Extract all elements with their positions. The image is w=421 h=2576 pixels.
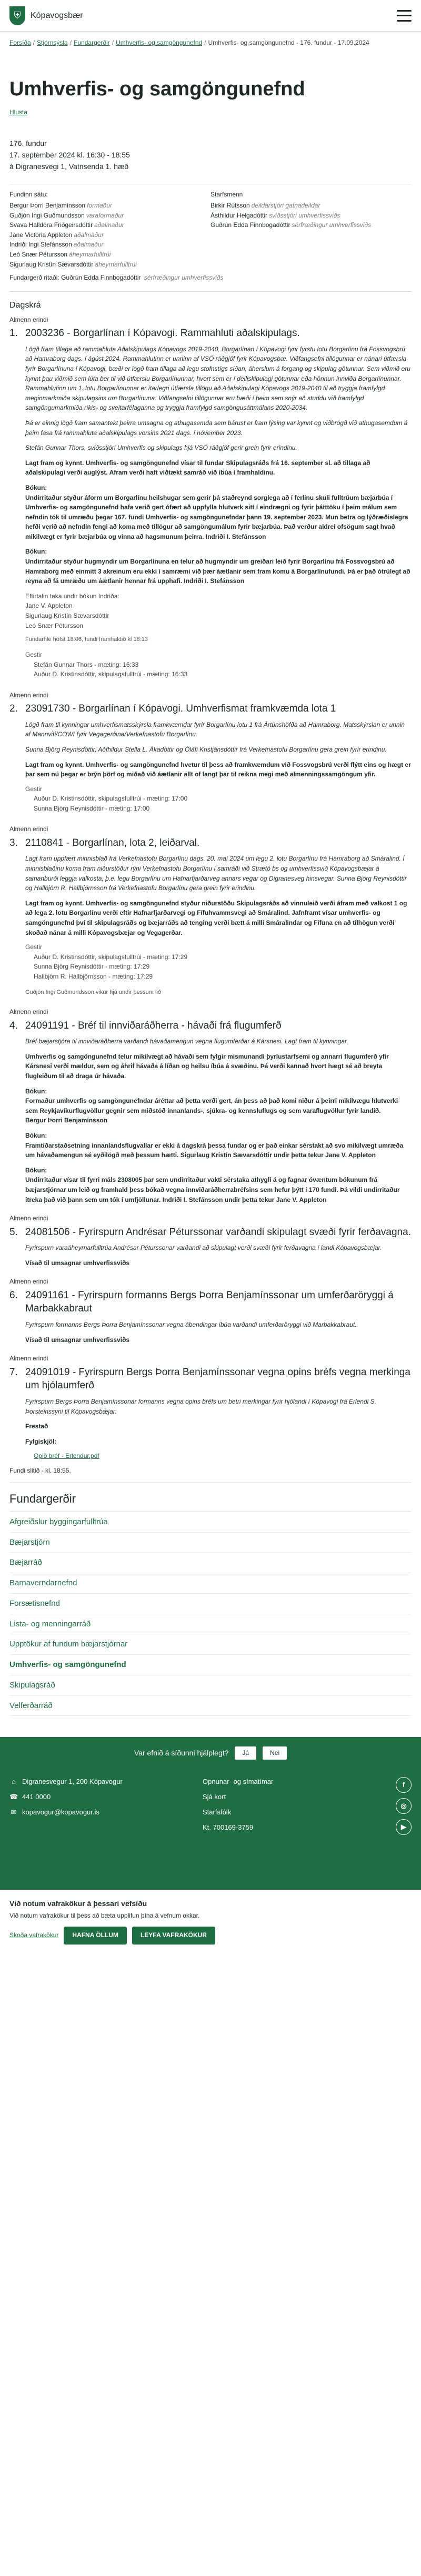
guest: Sunna Björg Reynisdóttir - mæting: 17:00	[34, 804, 150, 812]
breadcrumb-fundargerdir[interactable]: Fundargerðir	[74, 39, 110, 46]
guest: Stefán Gunnar Thors - mæting: 16:33	[34, 660, 139, 668]
item-title[interactable]: 2110841 - Borgarlínan, lota 2, leiðarval.	[25, 837, 200, 848]
item-title[interactable]: 24091019 - Fyrirspurn Bergs Þorra Benjamínssonar vegna opins bréfs vegna merkinga um hjólaumferð	[25, 1366, 410, 1391]
item-title[interactable]: 2003236 - Borgarlínan í Kópavogi. Rammahluti aðalskipulags.	[25, 328, 300, 339]
staff-member	[210, 220, 412, 230]
cookie-decline-button[interactable]: HAFNA ÖLLUM	[64, 1927, 127, 1944]
item-title[interactable]: 23091730 - Borgarlínan í Kópavogi. Umhverfismat framkvæmda lota 1	[25, 703, 336, 715]
feedback-no-button[interactable]: Nei	[263, 1746, 287, 1760]
guests	[25, 650, 412, 679]
attendee	[9, 211, 210, 221]
minutes-nav-item[interactable]: Barnaverndarnefnd	[9, 1573, 412, 1594]
attendee-name: Indriði Ingi Stefánsson	[9, 241, 72, 249]
breadcrumb: Forsíða / Stjórnsýsla / Fundargerðir / Umhverfis- og samgöngunefnd / Umhverfis- og samgöngunefnd - 176. fundur - 17.09.2024	[9, 39, 369, 46]
item-body	[25, 1289, 412, 1350]
agenda-item	[9, 1289, 412, 1350]
footer	[0, 1769, 421, 1888]
item-number: 5.	[9, 1226, 18, 1238]
agenda-item	[9, 327, 412, 687]
group-label: Almenn erindi	[9, 825, 48, 833]
item-paragraph: Lagt fram og kynnt. Umhverfis- og samgöngunefnd vísar til fundar Skipulagsráðs frá 16. september sl. að tillaga að aðalskipulagi verði auglýst. Afram verði haft víðtækt samráð við íbúa í framhaldinu.	[25, 459, 370, 477]
guests-heading: Gestir	[25, 785, 43, 793]
item-paragraph: Stefán Gunnar Thors, sviðsstjóri Umhverfis og skipulags hjá VSÓ ráðgjöf gerir grein fyrir erindinu.	[25, 444, 297, 452]
staff-name: Birkir Rútsson	[210, 202, 250, 210]
attendee-role: formaður	[87, 202, 113, 210]
footer-contact-text: 441 0000	[22, 1793, 51, 1801]
footer-contact-icon: ✉	[11, 1808, 17, 1817]
staff-member	[210, 201, 412, 211]
minutes-nav-item[interactable]: Velferðarráð	[9, 1696, 412, 1716]
staff-heading: Starfsmenn	[210, 191, 243, 199]
item-paragraph: Bókun: Undirritaður styður hugmyndir um Borgarlínuna en telur að hugmyndir um greiðari leið fyrir Borgarlínu frá Fossvogsbrú að Hamraborg með einmitt 3 akreinum eru ekki í samræmi við þær áætlanir sem fram komu á Borgarlínufundi. Þá er það ótrúlegt að reyna að fá umræðu um áætlanir hennar frá upphafi. Indriði I. Stefánsson	[25, 548, 410, 585]
minutes-nav-item[interactable]: Upptökur af fundum bæjarstjórnar	[9, 1634, 412, 1655]
item-signers	[25, 591, 412, 630]
signer: Jane V. Appleton	[25, 602, 73, 610]
group-label: Almenn erindi	[9, 1215, 48, 1222]
meeting-datetime: 17. september 2024 kl. 16:30 - 18:55	[9, 151, 130, 160]
item-paragraph: Þá er einnig lögð fram samantekt þeirra umsagna og athugasemda sem bárust er fram lýsing var kynnt og viðbrögð við athugasemdum á þeim fasa frá rammahluta aðalskipulags vorsins 2021 dags. í nóvember 2023.	[25, 419, 408, 437]
attendee-role: aðalmaður	[73, 241, 104, 249]
guest: Auður D. Kristinsdóttir, skipulagsfulltrúi - mæting: 17:29	[34, 953, 188, 961]
guest: Auður D. Kristinsdóttir, skipulagsfulltrúi - mæting: 16:33	[34, 670, 188, 678]
agenda-item	[9, 702, 412, 821]
breadcrumb-current: Umhverfis- og samgöngunefnd - 176. fundur - 17.09.2024	[208, 39, 369, 46]
guest: Hallbjörn R. Hallbjörnsson - mæting: 17:29	[34, 972, 153, 980]
item-paragraph: Vísað til umsagnar umhverfissviðs	[25, 1336, 130, 1344]
cookie-title: Við notum vafrakökur á þessari vefsíðu	[9, 1899, 147, 1908]
breadcrumb-stjornsysla[interactable]: Stjórnsýsla	[37, 39, 68, 46]
staff-name: Guðrún Edda Finnbogadóttir	[210, 221, 290, 229]
agenda-item	[9, 1226, 412, 1274]
item-paragraph: Lögð fram til kynningar umhverfismatsskýrsla framkvæmdar fyrir Borgarlínu lotu 1 frá Ártúnshöfða að Hamraborg. Matsskýrslan er unnin af Mannviti/COWI fyrir Vegagerðina/Verkefnastofu Borgarlínu.	[25, 721, 405, 738]
attendee-role: áheyrnarfulltrúi	[95, 260, 137, 268]
item-paragraph: Fyrirspurn varaáheyrnarfulltrúa Andrésar Péturssonar varðandi að skipulagt verði svæði fyrir ferðavagna í landi Kópavogsbæjar.	[25, 1244, 382, 1252]
item-paragraph: Sunna Björg Reynisdóttir, Aðfhildur Stella L. Ákadóttir og Óláfi Kristjánsdóttir frá Verkefnastofu Borgarlínu gera grein fyrir erindinu.	[25, 745, 387, 753]
agenda	[0, 315, 421, 1461]
item-paragraph: Bókun: Formaður umhverfis og samgöngunefndar áréttar að þetta verði gert, án þess að það komi niður á þeirri mikilvægu hlutverki sem Reykjavíkurflugvöllur gegnir sem miðstöð innanlands-, sjúkra- og kennsluflugs og sem varaflugvöllur fyrir landið. Bergur Þorri Benjamínsson	[25, 1087, 398, 1124]
item-paragraph: Lagt fram og kynnt. Umhverfis- og samgöngunefnd hvetur til þess að framkvæmdum við Fossvogsbrú verði flýtt eins og hægt er þar sem nú þegar er brýn þörf og miðað við áætlanir allt of langt þar til reikna megi með almenningssamgöngum yfir.	[25, 761, 411, 778]
footer-contact[interactable]	[9, 1792, 203, 1802]
cookie-text: Við notum vafrakökur til þess að bæta upplifun þína á vefnum okkar.	[9, 1911, 200, 1919]
minutes-nav-item[interactable]: Umhverfis- og samgöngunefnd	[9, 1655, 412, 1675]
instagram-icon[interactable]: ◎	[396, 1798, 412, 1814]
footer-contact-text: kopavogur@kopavogur.is	[22, 1808, 99, 1817]
footer-link[interactable]: Kt. 700169-3759	[203, 1823, 254, 1831]
item-paragraph: Lagt fram uppfært minnisblað frá Verkefnastofu Borgarlínu dags. 20. maí 2024 um legu 2. lotu Borgarlínu frá Hamraborg að Smáralind. Í minnisblaðinu koma fram niðurstöður rýni Verkefnastofu Borgarlínu í samráði við Strætó bs og umhverfissvið Kópavogsbæjar á samanburði leggja valkosta, þ.e. legu Borgarlínu um Hafnarfjarðarveg annars vegar og Digranesveg hinsvegar. Sunna Björg Reynisdóttir og Hallbjörn R. Hallbjörnsson frá Verkefnastofu Borgarlínu gera grein fyrir erindinu.	[25, 855, 407, 892]
item-paragraph: Umhverfis og samgöngunefnd telur mikilvægt að hávaði sem fylgir mismunandi þyrlustarfsemi og annarri flugumferð yfir Kársnesi verði mældur, sem og áhrif hávaða á líðan og heilsu íbúa á svæðinu. Þá verði kannað hvort hægt sé að breyta flugleiðum til að draga úr hávaða.	[25, 1052, 389, 1080]
signer: Leó Snær Pétursson	[25, 621, 84, 629]
attendee-role: áheyrnarfulltrúi	[69, 251, 111, 258]
cookie-accept-button[interactable]: LEYFA VAFRAKÖKUR	[132, 1927, 215, 1944]
group-label: Almenn erindi	[9, 691, 48, 699]
attendee	[9, 260, 210, 270]
minutes-nav-item[interactable]: Afgreiðslur byggingarfulltrúa	[9, 1512, 412, 1533]
closing-note: Fundi slitið - kl. 18:55.	[9, 1466, 71, 1474]
attendee	[9, 250, 210, 260]
logo[interactable]	[9, 6, 83, 25]
item-paragraph: Bréf bæjarstjóra til innviðaráðherra varðandi hávaðamengun vegna flugumferðar á Kársnesi. Lagt fram til kynningar.	[25, 1038, 348, 1045]
meeting-number: 176. fundur	[9, 139, 47, 148]
item-paragraph: Lagt fram og kynnt. Umhverfis- og samgöngunefnd styður niðurstöðu Skipulagsráðs að vinnuleið verði áfram með valkost 1 og að lega 2. lotu Borgarlínu verði eftir Hafnarfjarðarvegi og Fífuhvammsvegi að Smáralind. Jafnframt vísar umhverfis- og samgöngunefnd því til skipulagsráðs og bæjarráðs að tenging verði bætt á milli Smáralindar og Fífuna en að tilhögun verði skoðað nánar á milli Kópavogsbæjar og Vegagerðar.	[25, 899, 407, 936]
footer-link[interactable]: Opnunar- og símatímar	[203, 1778, 274, 1786]
attendees	[9, 190, 412, 269]
attendee-role: aðalmaður	[74, 231, 104, 239]
item-paragraph: Bókun: Undirritaður styður áform um Borgarlínu heilshugar sem gerir þá staðreynd sorglega að í ferlinu skuli fulltrúum bæjarbúa í Umhverfis- og samgöngunefnd hafa verið gert ófært að uppfylla hlutverk sitt í eindrægni og fyrir þátttöku í þeim málum sem nefndin tók til umræðu þegar 167. fundi Umhverfis- og samgöngunefndar þann 19. september 2023. Mun betra og lýðræðislegra hefði verið að nefndin fengi að koma með tillögur að samgöngumálum fyrir bæjarbúa. Það verður aldrei ofsögum sagt hvað mikilvægt er fyrir bæjarbúa og vinna að hagsmunum þeirra. Indriði I. Stefánsson	[25, 483, 408, 540]
attendee	[9, 220, 210, 230]
attendee-role: varaformaður	[86, 211, 124, 219]
attendee	[9, 201, 210, 211]
item-paragraph: Lögð fram tillaga að rammahluta Aðalskipulags Kópavogs 2019-2040, Borgarlínan í Kópavogi fyrir fyrstu lotu Borgarlínu frá Fossvogsbrú að Hamraborg dags. í ágúst 2024. Rammahlutinn er unninn af VSÓ ráðgjöf fyrir Kópavogsbæ. Viðfangsefni tillögunnar er nánari útfærsla fyrir Borgarlínuna í Kópavogi, bæði er lögð fram tillaga að legu stofnstígs síðan, áherslum á forgang og skipulag götunnar. Sem viðmið eru kynnt þau viðmið sem lúta ber til við útfærslu Borgarlínunnar, hvort sem er í deiliskipulagi götunnar eða hönnun innviða Borgarlínunnar. Rammahlutinn um 1. lotu Borgarlínunnar er ítarlegri útfærsla tillögu að Aðalskipulagi Kópavogs 2019-2040 til að tryggja framfylgd meginmarkmiða skipulagsins um Borgarlínuna. Viðfangsefni tillögunnar eru bæði í þeim sem snýr að studdu við framfylgd samgöngumarkmiða ríkis- og sveitarfélaganna og tryggja framfylgd samgöngusáttmálans 2020-2034.	[25, 345, 410, 412]
cookie-banner	[0, 1888, 421, 1960]
item-paragraph: Bókun: Framtíðarstaðsetning innanlandsflugvallar er ekki á dagskrá þessa fundar og er það einkar sérstakt að svo mikilvægt umræða um hávaðamengun sé eyðilögð með þessum hætti. Sigurlaug Kristín Sævarsdóttir undir þetta tekur Jane V. Appleton	[25, 1132, 404, 1159]
minutes-nav	[9, 1512, 412, 1716]
item-number: 6.	[9, 1289, 18, 1301]
signer: Sigurlaug Kristín Sævarsdóttir	[25, 612, 109, 620]
youtube-icon[interactable]: ▶	[396, 1819, 412, 1835]
item-after-note: Guðjón Ingi Guðmundsson vikur hjá undir þessum lið	[25, 989, 162, 996]
staff-role: sérfræðingur umhverfissviðs	[292, 221, 372, 229]
guests-heading: Gestir	[25, 943, 43, 951]
item-body	[25, 1366, 412, 1461]
kopavogur-shield-icon: ⛨	[9, 6, 25, 25]
item-number: 1.	[9, 328, 18, 339]
group-label: Almenn erindi	[9, 1355, 48, 1363]
footer-contact-icon: ⌂	[12, 1778, 16, 1786]
facebook-icon[interactable]: f	[396, 1777, 412, 1793]
staff-member	[210, 211, 412, 221]
site-name: Kópavogsbær	[31, 11, 83, 20]
item-paragraph: Fyrirspurn Bergs Þorra Benjamínssonar formanns vegna opins bréfs um betri merkingar fyrir hjólandi í Kópavogi frá Erlendi S. Þorsteinssyni til Kópavogsbæjar.	[25, 1397, 376, 1415]
item-number: 4.	[9, 1020, 18, 1031]
meeting-location: á Digranesvegi 1, Vatnsenda 1. hæð	[9, 162, 129, 171]
meeting-meta	[9, 138, 412, 172]
guest: Sunna Björg Reynisdóttir - mæting: 17:29	[34, 963, 150, 971]
item-body	[25, 1019, 412, 1210]
guests-heading: Gestir	[25, 651, 43, 659]
listen-button[interactable]: Hlusta	[9, 108, 28, 116]
staff-role: sviðsstjóri umhverfissviðs	[269, 211, 340, 219]
item-paragraph: Bókun: Undirritaður vísar til fyrri máls 2308005 þar sem undirritaður vakti sérstaka athygli á og fagnar óvæntum bókunum frá bæjarstjórnar um leið og framhald þess bókað vegna innviðaráðherrabréfsins sem hefur þýtt í 170 fundi. Þá vildi undirritaður ítreka það við þann sem um tók í umfjöllunar. Indriði I. Stefánsson undir þetta tekur Jane V. Appleton	[25, 1166, 400, 1203]
site-header	[0, 0, 421, 32]
agenda-item	[9, 1366, 412, 1461]
attendee-role: aðalmaður	[94, 221, 124, 229]
item-title[interactable]: 24091191 - Bréf til innviðaráðherra - hávaði frá flugumferð	[25, 1020, 282, 1031]
footer-contact-icon: ☎	[9, 1793, 18, 1801]
feedback-bar	[0, 1737, 421, 1769]
item-paragraph: Frestað	[25, 1423, 48, 1430]
group-label: Almenn erindi	[9, 1008, 48, 1016]
item-body	[25, 1226, 412, 1274]
agenda-title: Dagskrá	[9, 300, 41, 310]
minutes-nav-item[interactable]: Bæjarráð	[9, 1553, 412, 1573]
agenda-item	[9, 836, 412, 1004]
breadcrumb-committee[interactable]: Umhverfis- og samgöngunefnd	[116, 39, 203, 46]
attendee-name: Sigurlaug Kristín Sævarsdóttir	[9, 260, 94, 268]
recorder: Fundargerð ritaði: Guðrún Edda Finnbogadóttir sérfræðingur umhverfissviðs	[9, 274, 224, 282]
attendee-name: Bergur Þorri Benjamínsson	[9, 202, 86, 210]
minutes-nav-item[interactable]: Forsætisnefnd	[9, 1594, 412, 1614]
footer-link[interactable]: Starfsfólk	[203, 1808, 232, 1817]
item-body	[25, 836, 412, 1004]
hamburger-menu-icon[interactable]	[397, 10, 412, 22]
minutes-nav-item[interactable]: Bæjarstjórn	[9, 1533, 412, 1553]
item-number: 3.	[9, 837, 18, 848]
attendee-name: Leó Snær Pétursson	[9, 251, 68, 258]
footer-contact[interactable]	[9, 1777, 203, 1787]
item-paragraph: Fyrirspurn formanns Bergs Þorra Benjamínssonar vegna ábendingar íbúa varðandi umferðaröryggi við Marbakkabraut.	[25, 1321, 357, 1329]
item-title[interactable]: 24091161 - Fyrirspurn formanns Bergs Þorra Benjamínssonar um umferðaröryggi á Marbakkabraut	[25, 1289, 394, 1315]
footer-contact[interactable]	[9, 1808, 203, 1818]
item-number: 7.	[9, 1366, 18, 1378]
guests	[25, 943, 412, 981]
item-title[interactable]: 24081506 - Fyrirspurn Andrésar Péturssonar varðandi skipulagt svæði fyrir ferðavagna.	[25, 1226, 411, 1238]
group-label: Almenn erindi	[9, 315, 48, 323]
item-paragraph: Vísað til umsagnar umhverfissviðs	[25, 1259, 130, 1267]
item-note: Fundarhlé hófst 18:06, fundi framhaldið kl 18:13	[25, 636, 148, 643]
item-body	[25, 327, 412, 687]
item-paragraph: Fylgiskjöl:	[25, 1437, 57, 1445]
footer-link[interactable]: Sjá kort	[203, 1793, 226, 1801]
attendee-name: Guðjón Ingi Guðmundsson	[9, 211, 85, 219]
feedback-yes-button[interactable]: Já	[235, 1746, 256, 1760]
footer-contact-text: Digranesvegur 1, 200 Kópavogur	[22, 1778, 123, 1786]
attendee	[9, 240, 210, 250]
breadcrumb-home[interactable]: Forsíða	[9, 39, 31, 46]
guests	[25, 785, 412, 814]
attachment-link[interactable]: Opið bréf - Erlendur.pdf	[34, 1452, 99, 1460]
attendee-name: Svava Halldóra Friðgeirsdóttir	[9, 221, 93, 229]
item-body	[25, 702, 412, 821]
minutes-nav-item[interactable]: Lista- og menningarráð	[9, 1614, 412, 1635]
minutes-nav-title: Fundargerðir	[9, 1492, 76, 1506]
item-number: 2.	[9, 703, 18, 715]
minutes-nav-item[interactable]: Skipulagsráð	[9, 1675, 412, 1696]
feedback-question: Var efnið á síðunni hjálplegt?	[134, 1749, 229, 1758]
cookie-settings-link[interactable]: Skoða vafrakökur	[9, 1931, 59, 1939]
attendee	[9, 230, 210, 240]
page-title: Umhverfis- og samgöngunefnd	[9, 78, 305, 101]
signer: Eftirtalin taka undir bókun Indriða:	[25, 592, 119, 600]
staff-name: Ásthildur Helgadóttir	[210, 211, 268, 219]
agenda-item	[9, 1019, 412, 1210]
guest: Auður D. Kristinsdóttir, skipulagsfulltrúi - mæting: 17:00	[34, 795, 188, 803]
attendee-name: Jane Victoria Appleton	[9, 231, 73, 239]
attendees-heading: Fundinn sátu:	[9, 191, 48, 199]
group-label: Almenn erindi	[9, 1278, 48, 1286]
staff-role: deildarstjóri gatnadeildar	[251, 202, 320, 210]
